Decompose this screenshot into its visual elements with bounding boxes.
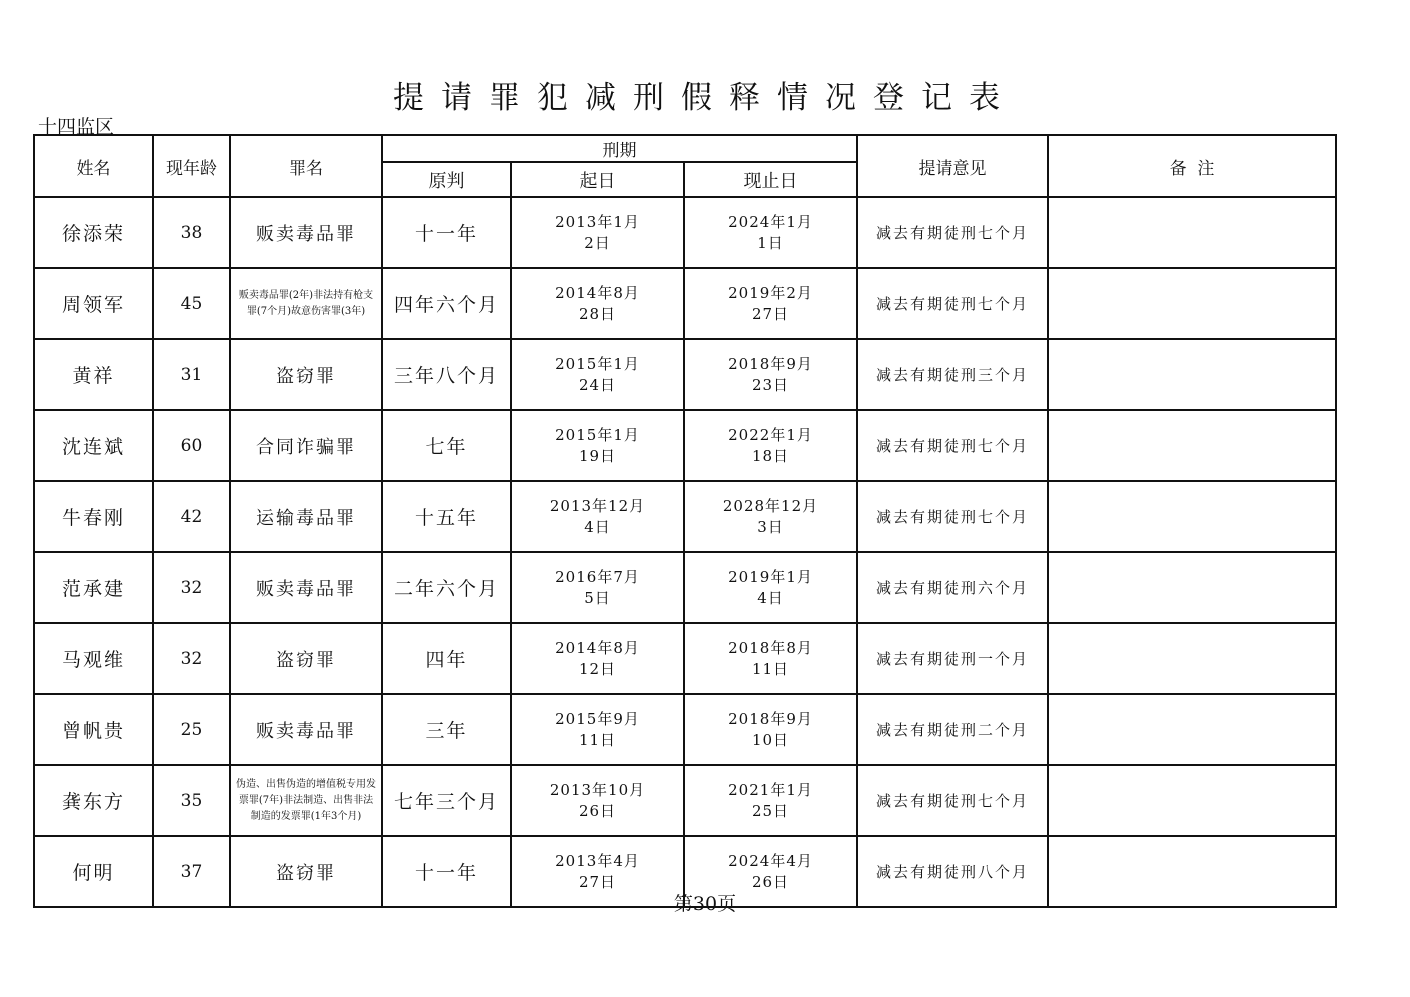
header-opinion: 提请意见 (857, 135, 1048, 197)
cell-remark (1048, 765, 1336, 836)
start-date-line-2: 26日 (578, 801, 617, 820)
cell-opinion: 减去有期徒刑六个月 (857, 552, 1048, 623)
cell-opinion: 减去有期徒刑一个月 (857, 623, 1048, 694)
start-date-line-1: 2013年12月 (549, 496, 646, 515)
end-date-line-2: 27日 (751, 304, 790, 323)
table-row (34, 339, 1336, 410)
table-row (34, 694, 1336, 765)
cell-crime: 贩卖毒品罪 (230, 197, 382, 268)
start-date-line-2: 28日 (578, 304, 617, 323)
cell-name: 牛春刚 (34, 481, 153, 552)
start-date-line-1: 2015年1月 (555, 425, 640, 444)
cell-crime: 贩卖毒品罪 (230, 552, 382, 623)
end-date-line-1: 2019年1月 (728, 567, 813, 586)
cell-crime: 贩卖毒品罪 (230, 694, 382, 765)
end-date-line-2: 23日 (751, 375, 790, 394)
cell-sentence: 三年八个月 (382, 339, 511, 410)
end-date-line-2: 18日 (751, 446, 790, 465)
cell-remark (1048, 552, 1336, 623)
header-row-1 (34, 135, 1336, 162)
cell-age: 31 (153, 339, 230, 410)
cell-name: 马观维 (34, 623, 153, 694)
cell-end-date (684, 339, 857, 410)
table-row (34, 197, 1336, 268)
end-date-line-2: 25日 (751, 801, 790, 820)
header-end: 现止日 (684, 162, 857, 197)
cell-crime: 盗窃罪 (230, 836, 382, 907)
cell-name: 龚东方 (34, 765, 153, 836)
cell-name: 沈连斌 (34, 410, 153, 481)
header-crime: 罪名 (230, 135, 382, 197)
cell-remark (1048, 481, 1336, 552)
cell-remark (1048, 410, 1336, 481)
cell-opinion: 减去有期徒刑七个月 (857, 765, 1048, 836)
cell-age: 35 (153, 765, 230, 836)
cell-remark (1048, 339, 1336, 410)
cell-crime: 合同诈骗罪 (230, 410, 382, 481)
header-age: 现年龄 (153, 135, 230, 197)
end-date-line-2: 3日 (757, 517, 784, 536)
end-date-line-1: 2018年9月 (728, 354, 813, 373)
header-term-group: 刑期 (382, 135, 857, 162)
start-date-line-1: 2016年7月 (555, 567, 640, 586)
cell-opinion: 减去有期徒刑二个月 (857, 694, 1048, 765)
end-date-line-2: 10日 (751, 730, 790, 749)
cell-opinion: 减去有期徒刑三个月 (857, 339, 1048, 410)
end-date-line-1: 2021年1月 (728, 780, 813, 799)
cell-sentence: 四年 (382, 623, 511, 694)
cell-remark (1048, 694, 1336, 765)
cell-sentence: 四年六个月 (382, 268, 511, 339)
end-date-line-2: 4日 (757, 588, 784, 607)
cell-name: 曾帆贵 (34, 694, 153, 765)
cell-sentence: 十一年 (382, 197, 511, 268)
cell-end-date (684, 694, 857, 765)
cell-age: 45 (153, 268, 230, 339)
header-remark: 备 注 (1048, 135, 1336, 197)
cell-start-date (511, 552, 684, 623)
cell-start-date (511, 197, 684, 268)
cell-end-date (684, 481, 857, 552)
start-date-line-1: 2014年8月 (555, 283, 640, 302)
cell-sentence: 二年六个月 (382, 552, 511, 623)
table-row (34, 410, 1336, 481)
end-date-line-2: 26日 (751, 872, 790, 891)
cell-sentence: 三年 (382, 694, 511, 765)
cell-opinion: 减去有期徒刑七个月 (857, 481, 1048, 552)
start-date-line-2: 2日 (584, 233, 611, 252)
cell-sentence: 七年 (382, 410, 511, 481)
end-date-line-1: 2022年1月 (728, 425, 813, 444)
header-name: 姓名 (34, 135, 153, 197)
cell-age: 25 (153, 694, 230, 765)
cell-crime: 盗窃罪 (230, 623, 382, 694)
cell-start-date (511, 694, 684, 765)
table-row (34, 481, 1336, 552)
header-original: 原判 (382, 162, 511, 197)
end-date-line-1: 2028年12月 (722, 496, 819, 515)
cell-start-date (511, 481, 684, 552)
cell-end-date (684, 623, 857, 694)
start-date-line-1: 2013年10月 (549, 780, 646, 799)
cell-start-date (511, 410, 684, 481)
cell-age: 38 (153, 197, 230, 268)
cell-remark (1048, 623, 1336, 694)
start-date-line-1: 2013年1月 (555, 212, 640, 231)
cell-age: 32 (153, 552, 230, 623)
cell-start-date (511, 268, 684, 339)
cell-age: 42 (153, 481, 230, 552)
cell-name: 黄祥 (34, 339, 153, 410)
cell-sentence: 十一年 (382, 836, 511, 907)
table-row (34, 765, 1336, 836)
end-date-line-1: 2024年4月 (728, 851, 813, 870)
cell-age: 60 (153, 410, 230, 481)
start-date-line-2: 11日 (578, 730, 617, 749)
cell-end-date (684, 552, 857, 623)
cell-name: 范承建 (34, 552, 153, 623)
cell-age: 37 (153, 836, 230, 907)
start-date-line-1: 2015年1月 (555, 354, 640, 373)
table-row (34, 552, 1336, 623)
cell-start-date (511, 623, 684, 694)
cell-start-date (511, 765, 684, 836)
start-date-line-2: 4日 (584, 517, 611, 536)
end-date-line-2: 11日 (751, 659, 790, 678)
page-number: 第30页 (673, 893, 737, 915)
table-row (34, 623, 1336, 694)
cell-crime: 盗窃罪 (230, 339, 382, 410)
cell-remark (1048, 268, 1336, 339)
registration-table (33, 134, 1337, 908)
table-row (34, 268, 1336, 339)
cell-opinion: 减去有期徒刑七个月 (857, 268, 1048, 339)
end-date-line-2: 1日 (757, 233, 784, 252)
page-title: 提请罪犯减刑假释情况登记表 (393, 80, 1017, 116)
cell-end-date (684, 765, 857, 836)
cell-remark (1048, 197, 1336, 268)
start-date-line-2: 27日 (578, 872, 617, 891)
cell-end-date (684, 268, 857, 339)
cell-crime: 伪造、出售伪造的增值税专用发票罪(7年)非法制造、出售非法制造的发票罪(1年3个月) (230, 765, 382, 836)
cell-opinion: 减去有期徒刑七个月 (857, 410, 1048, 481)
cell-end-date (684, 197, 857, 268)
cell-sentence: 七年三个月 (382, 765, 511, 836)
start-date-line-1: 2015年9月 (555, 709, 640, 728)
start-date-line-2: 24日 (578, 375, 617, 394)
start-date-line-1: 2014年8月 (555, 638, 640, 657)
end-date-line-1: 2019年2月 (728, 283, 813, 302)
cell-opinion: 减去有期徒刑七个月 (857, 197, 1048, 268)
cell-name: 徐添荣 (34, 197, 153, 268)
cell-sentence: 十五年 (382, 481, 511, 552)
end-date-line-1: 2018年9月 (728, 709, 813, 728)
cell-name: 何明 (34, 836, 153, 907)
start-date-line-1: 2013年4月 (555, 851, 640, 870)
header-start: 起日 (511, 162, 684, 197)
cell-start-date (511, 339, 684, 410)
cell-crime: 运输毒品罪 (230, 481, 382, 552)
start-date-line-2: 5日 (584, 588, 611, 607)
start-date-line-2: 19日 (578, 446, 617, 465)
cell-crime: 贩卖毒品罪(2年)非法持有枪支罪(7个月)故意伤害罪(3年) (230, 268, 382, 339)
cell-age: 32 (153, 623, 230, 694)
district-label: 十四监区 (38, 116, 115, 138)
end-date-line-1: 2024年1月 (728, 212, 813, 231)
cell-end-date (684, 410, 857, 481)
cell-name: 周领军 (34, 268, 153, 339)
end-date-line-1: 2018年8月 (728, 638, 813, 657)
start-date-line-2: 12日 (578, 659, 617, 678)
cell-opinion: 减去有期徒刑八个月 (857, 836, 1048, 907)
